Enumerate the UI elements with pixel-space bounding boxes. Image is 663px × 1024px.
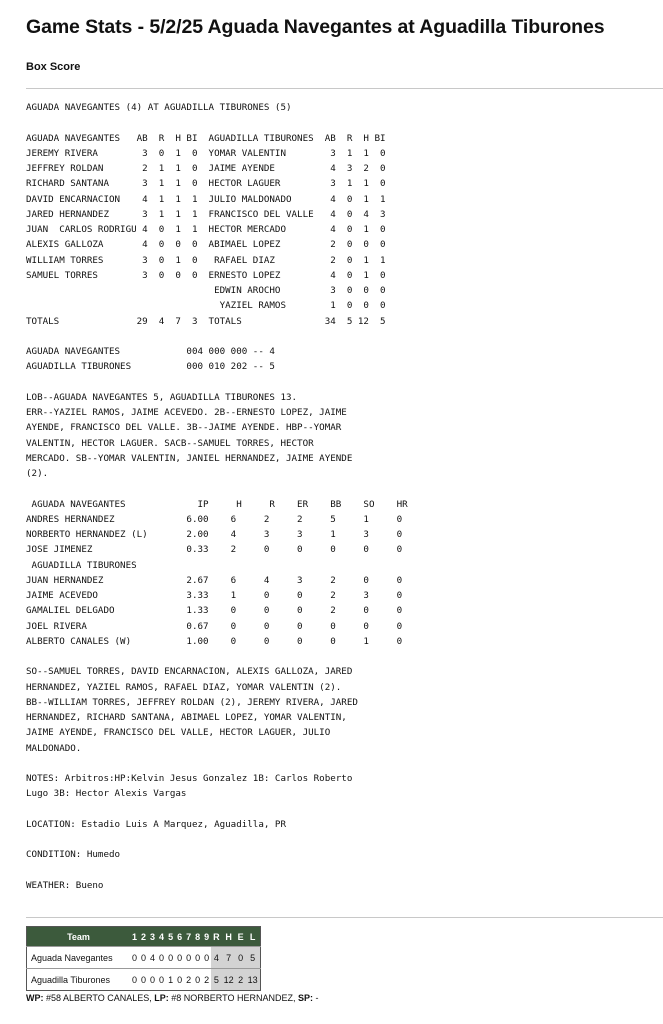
inning-cell: 0 bbox=[175, 947, 184, 969]
header-runs: R bbox=[211, 927, 222, 947]
inning-cell: 0 bbox=[130, 969, 139, 991]
inning-cell: 2 bbox=[202, 969, 211, 991]
hits-total: 7 bbox=[222, 947, 236, 969]
hits-total: 12 bbox=[222, 969, 236, 991]
winning-pitcher: #58 ALBERTO CANALES, bbox=[46, 993, 152, 1003]
linescore-row-away bbox=[27, 947, 261, 969]
losing-pitcher: #8 NORBERTO HERNANDEZ, bbox=[171, 993, 296, 1003]
linescore-table bbox=[26, 926, 261, 991]
header-errors: E bbox=[236, 927, 246, 947]
divider-top bbox=[26, 88, 663, 89]
linescore-row-home bbox=[27, 969, 261, 991]
inning-cell: 0 bbox=[202, 947, 211, 969]
header-inning-1: 1 bbox=[130, 927, 139, 947]
inning-cell: 0 bbox=[193, 969, 202, 991]
inning-cell: 0 bbox=[166, 947, 175, 969]
inning-cell: 0 bbox=[139, 947, 148, 969]
errors-total: 0 bbox=[236, 947, 246, 969]
linescore-header-row bbox=[27, 927, 261, 947]
page-title: Game Stats - 5/2/25 Aguada Navegantes at Aguadilla Tiburones bbox=[26, 16, 605, 38]
inning-cell: 0 bbox=[175, 969, 184, 991]
save-pitcher: - bbox=[315, 993, 319, 1003]
inning-cell: 1 bbox=[166, 969, 175, 991]
inning-cell: 0 bbox=[193, 947, 202, 969]
header-hits: H bbox=[222, 927, 236, 947]
divider-bottom bbox=[26, 917, 663, 918]
team-name: Aguada Navegantes bbox=[27, 947, 131, 969]
lob-total: 13 bbox=[246, 969, 261, 991]
inning-cell: 0 bbox=[148, 969, 157, 991]
inning-cell: 0 bbox=[139, 969, 148, 991]
pitcher-decisions bbox=[26, 993, 319, 1003]
header-team: Team bbox=[27, 927, 131, 947]
inning-cell: 2 bbox=[184, 969, 193, 991]
inning-cell: 0 bbox=[157, 969, 166, 991]
header-inning-6: 6 bbox=[175, 927, 184, 947]
lob-total: 5 bbox=[246, 947, 261, 969]
sp-label: SP: bbox=[298, 993, 314, 1003]
inning-cell: 0 bbox=[157, 947, 166, 969]
wp-label: WP: bbox=[26, 993, 44, 1003]
header-inning-5: 5 bbox=[166, 927, 175, 947]
inning-cell: 4 bbox=[148, 947, 157, 969]
header-inning-9: 9 bbox=[202, 927, 211, 947]
errors-total: 2 bbox=[236, 969, 246, 991]
header-inning-4: 4 bbox=[157, 927, 166, 947]
header-inning-8: 8 bbox=[193, 927, 202, 947]
box-score-text: AGUADA NAVEGANTES (4) AT AGUADILLA TIBURONES (5) AGUADA NAVEGANTES AB R H BI AGUADILLA TIBURONES AB R H BI JEREMY RIVERA 3 0 1 0 YOMAR VALENTIN 3 1 1 0 JEFFREY ROLDAN 2 1 1 0 JAIME AYENDE 4 3 2 0 RICHARD SANTANA 3 1 1 0 HECTOR LAGUER 3 1 1 0 DAVID ENCARNACION 4 1 1 1 JULIO MALDONADO 4 0 1 1 JARED HERNANDEZ 3 1 1 1 FRANCISCO DEL VALLE 4 0 4 3 JUAN CARLOS RODRIGU 4 0 1 1 HECTOR MERCADO 4 0 1 0 ALEXIS GALLOZA 4 0 0 0 ABIMAEL LOPEZ 2 0 0 0 WILLIAM TORRES 3 0 1 0 RAFAEL DIAZ 2 0 1 1 SAMUEL TORRES 3 0 0 0 ERNESTO LOPEZ 4 0 1 0 EDWIN AROCHO 3 0 0 0 YAZIEL RAMOS 1 0 0 0 TOTALS 29 4 7 3 TOTALS 34 5 12 5 AGUADA NAVEGANTES 004 000 000 -- 4 AGUADILLA TIBURONES 000 010 202 -- 5 LOB--AGUADA NAVEGANTES 5, AGUADILLA TIBURONES 13. ERR--YAZIEL RAMOS, JAIME ACEVEDO. 2B--ERNESTO LOPEZ, JAIME AYENDE, FRANCISCO DEL VALLE. 3B--JAIME AYENDE. HBP--YOMAR VALENTIN, HECTOR LAGUER. SACB--SAMUEL TORRES, HECTOR MERCADO. SB--YOMAR VALENTIN, JANIEL HERNANDEZ, JAIME AYENDE (2). AGUADA NAVEGANTES IP H R ER BB SO HR ANDRES HERNANDEZ 6.00 6 2 2 5 1 0 NORBERTO HERNANDEZ (L) 2.00 4 3 3 1 3 0 JOSE JIMENEZ 0.33 2 0 0 0 0 0 AGUADILLA TIBURONES JUAN HERNANDEZ 2.67 6 4 3 2 0 0 JAIME ACEVEDO 3.33 1 0 0 2 3 0 GAMALIEL DELGADO 1.33 0 0 0 2 0 0 JOEL RIVERA 0.67 0 0 0 0 0 0 ALBERTO CANALES (W) 1.00 0 0 0 0 1 0 SO--SAMUEL TORRES, DAVID ENCARNACION, ALEXIS GALLOZA, JARED HERNANDEZ, YAZIEL RAMOS, RAFAEL DIAZ, YOMAR VALENTIN (2). BB--WILLIAM TORRES, JEFFREY ROLDAN (2), JEREMY RIVERA, JARED HERNANDEZ, RICHARD SANTANA, ABIMAEL LOPEZ, YOMAR VALENTIN, JAIME AYENDE, FRANCISCO DEL VALLE, HECTOR LAGUER, JULIO MALDONADO. NOTES: Arbitros:HP:Kelvin Jesus Gonzalez 1B: Carlos Roberto Lugo 3B: Hector Alexis Vargas LOCATION: Estadio Luis A Marquez, Aguadilla, PR CONDITION: Humedo WEATHER: Bueno bbox=[26, 102, 408, 891]
header-lob: L bbox=[246, 927, 261, 947]
runs-total: 4 bbox=[211, 947, 222, 969]
lp-label: LP: bbox=[154, 993, 169, 1003]
header-inning-2: 2 bbox=[139, 927, 148, 947]
header-inning-3: 3 bbox=[148, 927, 157, 947]
inning-cell: 0 bbox=[184, 947, 193, 969]
runs-total: 5 bbox=[211, 969, 222, 991]
team-name: Aguadilla Tiburones bbox=[27, 969, 131, 991]
inning-cell: 0 bbox=[130, 947, 139, 969]
box-score-heading: Box Score bbox=[26, 61, 81, 73]
header-inning-7: 7 bbox=[184, 927, 193, 947]
